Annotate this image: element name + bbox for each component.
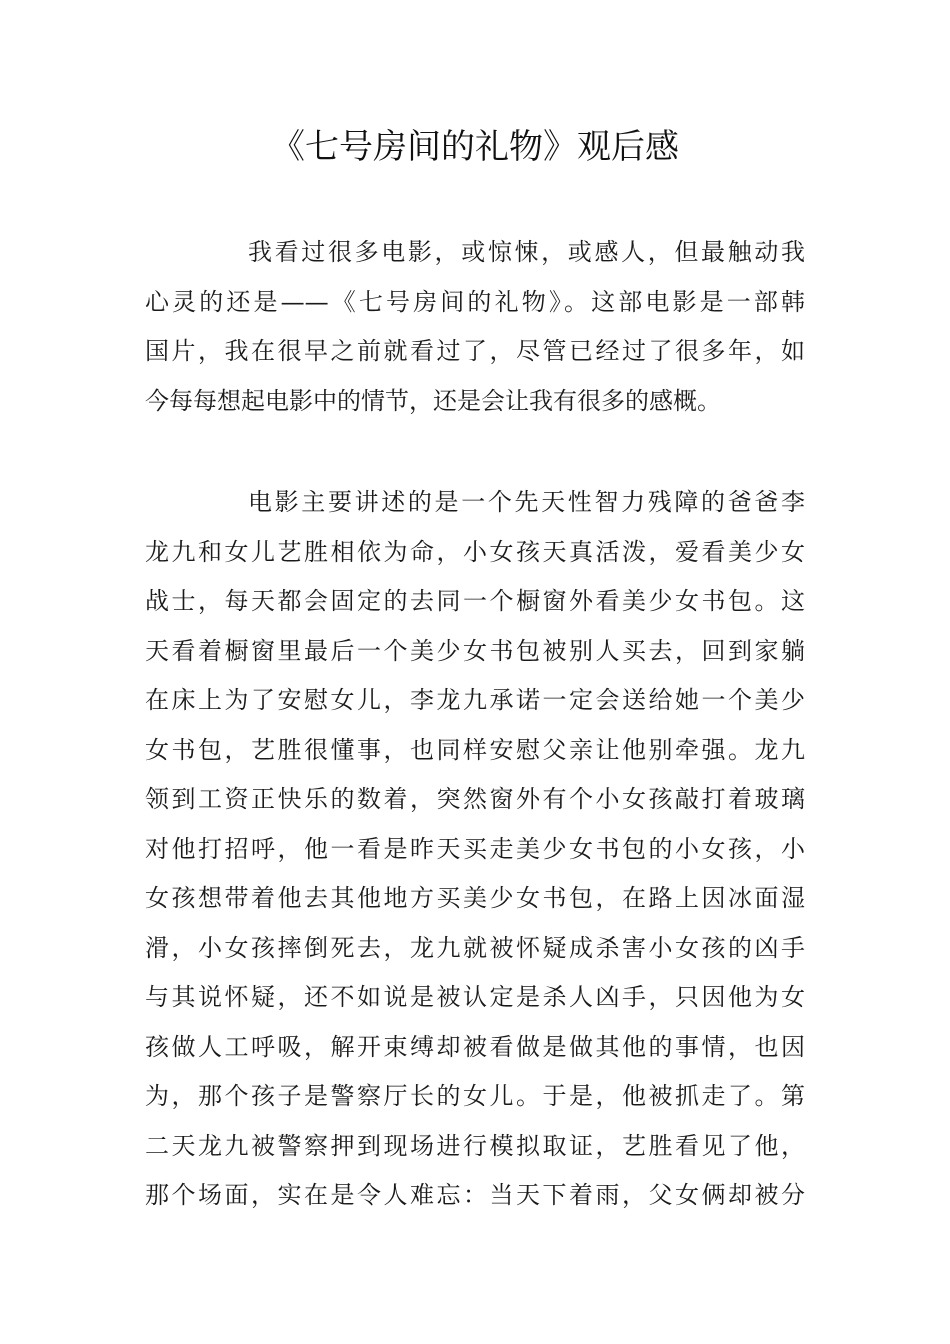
paragraph-line: 今每每想起电影中的情节，还是会让我有很多的感概。 — [145, 386, 721, 415]
paragraph-plot — [145, 478, 805, 1221]
paragraph-line: 滑，小女孩摔倒死去，龙九就被怀疑成杀害小女孩的凶手 — [145, 933, 805, 962]
paragraph-intro — [145, 228, 805, 426]
paragraph-line: 为，那个孩子是警察厅长的女儿。于是，他被抓走了。第 — [145, 1082, 805, 1110]
paragraph-line: 在床上为了安慰女儿，李龙九承诺一定会送给她一个美少 — [145, 686, 805, 714]
paragraph-line: 我看过很多电影，或惊悚，或感人，但最触动我 — [248, 238, 805, 266]
paragraph-line: 与其说怀疑，还不如说是被认定是杀人凶手，只因他为女 — [145, 983, 805, 1011]
paragraph-line: 领到工资正快乐的数着，突然窗外有个小女孩敲打着玻璃 — [145, 785, 805, 813]
paragraph-line: 天看着橱窗里最后一个美少女书包被别人买去，回到家躺 — [145, 636, 805, 665]
paragraph-line: 战士，每天都会固定的去同一个橱窗外看美少女书包。这 — [145, 587, 805, 615]
paragraph-line: 二天龙九被警察押到现场进行模拟取证，艺胜看见了他， — [145, 1131, 805, 1160]
paragraph-line: 电影主要讲述的是一个先天性智力残障的爸爸李 — [248, 488, 805, 516]
paragraph-line: 孩做人工呼吸，解开束缚却被看做是做其他的事情，也因 — [145, 1032, 805, 1061]
paragraph-line: 心灵的还是——《七号房间的礼物》。这部电影是一部韩 — [145, 287, 805, 316]
paragraph-line: 国片，我在很早之前就看过了，尽管已经过了很多年，如 — [145, 337, 805, 365]
paragraph-line: 女书包，艺胜很懂事，也同样安慰父亲让他别牵强。龙九 — [145, 735, 805, 764]
paragraph-line: 女孩想带着他去其他地方买美少女书包，在路上因冰面湿 — [145, 884, 805, 912]
document-title: 《七号房间的礼物》观后感 — [271, 127, 679, 167]
paragraph-line: 龙九和女儿艺胜相依为命，小女孩天真活泼，爱看美少女 — [145, 537, 805, 566]
paragraph-line: 对他打招呼，他一看是昨天买走美少女书包的小女孩，小 — [145, 834, 805, 863]
paragraph-line: 那个场面，实在是令人难忘：当天下着雨，父女俩却被分 — [145, 1181, 805, 1209]
